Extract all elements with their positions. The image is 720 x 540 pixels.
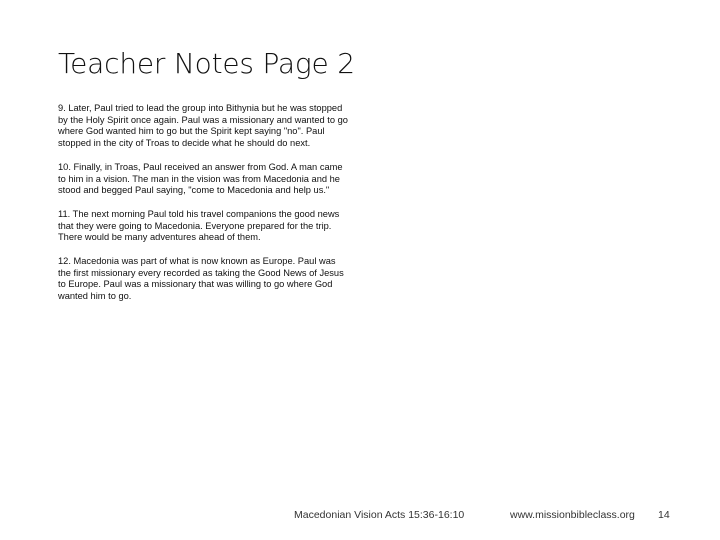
note-paragraph-11: 11. The next morning Paul told his travel companions the good news that they were going to Macedonia. Everyone prepared for the trip. There would be many adventures ahead of them. xyxy=(58,208,340,243)
footer-caption: Macedonian Vision Acts 15:36-16:10 xyxy=(294,509,465,521)
note-paragraph-10: 10. Finally, in Troas, Paul received an answer from God. A man came to him in a vision. The man in the vision was from Macedonia and he stood and begged Paul saying, "come to Macedonia and help us." xyxy=(58,161,343,196)
footer-url: www.missionbibleclass.org xyxy=(510,509,635,521)
teacher-notes xyxy=(58,103,348,315)
note-paragraph-9: 9. Later, Paul tried to lead the group into Bithynia but he was stopped by the Holy Spirit once again. Paul was a missionary and wanted to go where God wanted him to go but the Spirit kept saying "no". Paul stopped in the city of Troas to decide what he should do next. xyxy=(58,103,348,149)
page-number: 14 xyxy=(658,509,670,521)
note-paragraph-12: 12. Macedonia was part of what is now known as Europe. Paul was the first missionary every recorded as taking the Good News of Jesus to Europe. Paul was a missionary that was willing to go where God wanted him to go. xyxy=(58,256,344,302)
page-title: Teacher Notes Page 2 xyxy=(58,47,355,80)
